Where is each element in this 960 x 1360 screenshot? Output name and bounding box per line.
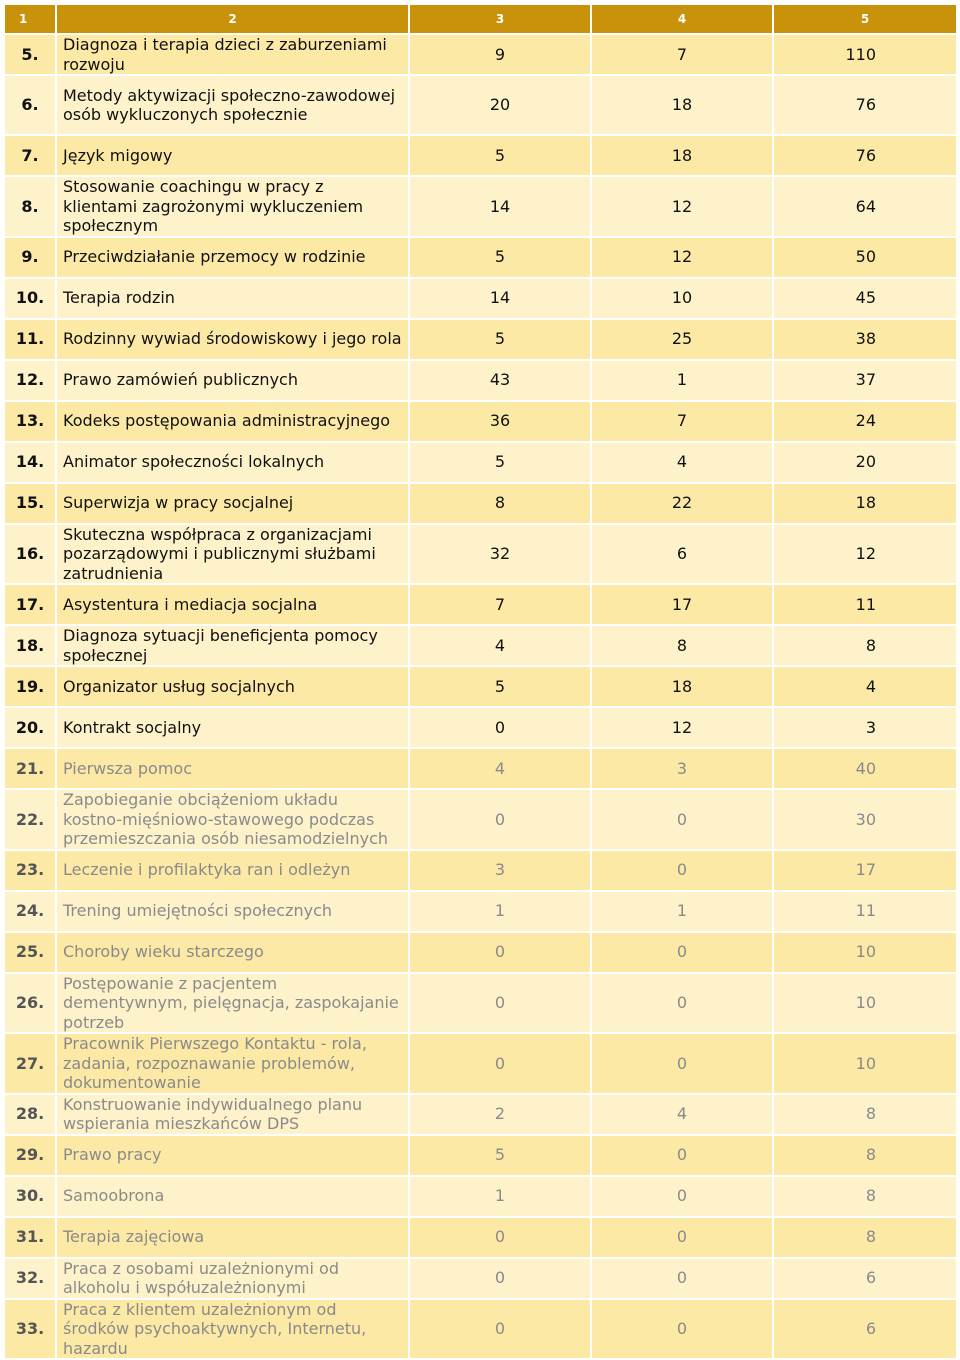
col3-value: 0 (410, 1259, 592, 1300)
row-number: 15. (5, 484, 57, 525)
table-row (5, 402, 956, 443)
row-number: 20. (5, 708, 57, 749)
row-number: 6. (5, 76, 57, 136)
table-row (5, 933, 956, 974)
col3-value: 0 (410, 1218, 592, 1259)
table-row (5, 76, 956, 136)
col3-value: 5 (410, 320, 592, 361)
col3-value: 0 (410, 708, 592, 749)
row-title: Konstruowanie indywidualnego planu wspierania mieszkańców DPS (57, 1095, 410, 1136)
row-title: Skuteczna współpraca z organizacjami pozarządowymi i publicznymi służbami zatrudnienia (57, 525, 410, 586)
col4-value: 8 (592, 626, 774, 667)
col3-value: 5 (410, 136, 592, 177)
row-number: 11. (5, 320, 57, 361)
row-title: Diagnoza i terapia dzieci z zaburzeniami rozwoju (57, 35, 410, 76)
table-row (5, 1177, 956, 1218)
table-row (5, 749, 956, 790)
row-number: 21. (5, 749, 57, 790)
table-row (5, 361, 956, 402)
col4-value: 0 (592, 1136, 774, 1177)
row-number: 16. (5, 525, 57, 586)
row-title: Język migowy (57, 136, 410, 177)
col3-value: 14 (410, 177, 592, 238)
row-title: Przeciwdziałanie przemocy w rodzinie (57, 238, 410, 279)
col4-value: 22 (592, 484, 774, 525)
table-row (5, 892, 956, 933)
row-number: 29. (5, 1136, 57, 1177)
row-number: 13. (5, 402, 57, 443)
row-title: Pierwsza pomoc (57, 749, 410, 790)
col5-value: 3 (774, 708, 956, 749)
row-title: Postępowanie z pacjentem dementywnym, pielęgnacja, zaspokajanie potrzeb (57, 974, 410, 1035)
col3-value: 9 (410, 35, 592, 76)
col5-value: 6 (774, 1300, 956, 1360)
row-number: 18. (5, 626, 57, 667)
col3-value: 43 (410, 361, 592, 402)
col4-value: 17 (592, 585, 774, 626)
col5-value: 40 (774, 749, 956, 790)
row-title: Zapobieganie obciążeniom układu kostno-mięśniowo-stawowego podczas przemieszczania osób niesamodzielnych (57, 790, 410, 851)
col5-value: 8 (774, 626, 956, 667)
col5-value: 17 (774, 851, 956, 892)
row-title: Kodeks postępowania administracyjnego (57, 402, 410, 443)
row-title: Rodzinny wywiad środowiskowy i jego rola (57, 320, 410, 361)
table-row (5, 1218, 956, 1259)
table-body (5, 35, 956, 1360)
row-number: 32. (5, 1259, 57, 1300)
row-title: Prawo pracy (57, 1136, 410, 1177)
col4-value: 0 (592, 1259, 774, 1300)
col5-value: 45 (774, 279, 956, 320)
row-title: Choroby wieku starczego (57, 933, 410, 974)
row-number: 24. (5, 892, 57, 933)
col5-value: 12 (774, 525, 956, 586)
table-row (5, 1034, 956, 1095)
table-row (5, 35, 956, 76)
col4-value: 0 (592, 790, 774, 851)
col5-value: 64 (774, 177, 956, 238)
col4-value: 0 (592, 933, 774, 974)
table-row (5, 667, 956, 708)
col4-value: 1 (592, 892, 774, 933)
row-number: 27. (5, 1034, 57, 1095)
col3-value: 0 (410, 1300, 592, 1360)
row-number: 19. (5, 667, 57, 708)
table-row (5, 1136, 956, 1177)
col4-value: 1 (592, 361, 774, 402)
col4-value: 7 (592, 35, 774, 76)
col5-value: 38 (774, 320, 956, 361)
row-number: 17. (5, 585, 57, 626)
col4-value: 12 (592, 238, 774, 279)
col4-value: 25 (592, 320, 774, 361)
row-title: Metody aktywizacji społeczno-zawodowej osób wykluczonych społecznie (57, 76, 410, 136)
col3-value: 3 (410, 851, 592, 892)
row-number: 10. (5, 279, 57, 320)
col5-value: 8 (774, 1218, 956, 1259)
col5-value: 6 (774, 1259, 956, 1300)
row-title: Organizator usług socjalnych (57, 667, 410, 708)
table-row (5, 1259, 956, 1300)
training-table (5, 5, 956, 1360)
table-row (5, 484, 956, 525)
row-title: Praca z osobami uzależnionymi od alkoholu i współuzależnionymi (57, 1259, 410, 1300)
row-title: Superwizja w pracy socjalnej (57, 484, 410, 525)
table-row (5, 851, 956, 892)
row-number: 14. (5, 443, 57, 484)
col3-value: 32 (410, 525, 592, 586)
table-row (5, 177, 956, 238)
col5-value: 10 (774, 974, 956, 1035)
row-number: 28. (5, 1095, 57, 1136)
col5-value: 30 (774, 790, 956, 851)
col4-value: 0 (592, 851, 774, 892)
table-row (5, 320, 956, 361)
col4-value: 12 (592, 708, 774, 749)
col4-value: 6 (592, 525, 774, 586)
col3-value: 14 (410, 279, 592, 320)
col3-value: 0 (410, 1034, 592, 1095)
col4-value: 18 (592, 136, 774, 177)
header-row (5, 5, 956, 35)
col3-value: 36 (410, 402, 592, 443)
col4-value: 12 (592, 177, 774, 238)
table-row (5, 585, 956, 626)
row-number: 7. (5, 136, 57, 177)
row-number: 23. (5, 851, 57, 892)
col4-value: 18 (592, 667, 774, 708)
col3-value: 0 (410, 933, 592, 974)
col4-value: 4 (592, 1095, 774, 1136)
table-row (5, 136, 956, 177)
row-title: Animator społeczności lokalnych (57, 443, 410, 484)
col4-value: 10 (592, 279, 774, 320)
table-row (5, 1095, 956, 1136)
row-title: Asystentura i mediacja socjalna (57, 585, 410, 626)
row-title: Diagnoza sytuacji beneficjenta pomocy społecznej (57, 626, 410, 667)
table-row (5, 279, 956, 320)
row-title: Kontrakt socjalny (57, 708, 410, 749)
col5-value: 76 (774, 136, 956, 177)
col3-value: 1 (410, 1177, 592, 1218)
col3-value: 5 (410, 238, 592, 279)
col4-value: 0 (592, 974, 774, 1035)
row-number: 22. (5, 790, 57, 851)
col4-value: 0 (592, 1177, 774, 1218)
row-number: 9. (5, 238, 57, 279)
column-header: 4 (592, 5, 774, 35)
col3-value: 0 (410, 974, 592, 1035)
col4-value: 18 (592, 76, 774, 136)
col5-value: 37 (774, 361, 956, 402)
row-title: Trening umiejętności społecznych (57, 892, 410, 933)
table-row (5, 525, 956, 586)
row-number: 31. (5, 1218, 57, 1259)
row-title: Prawo zamówień publicznych (57, 361, 410, 402)
col4-value: 7 (592, 402, 774, 443)
row-title: Praca z klientem uzależnionym od środków psychoaktywnych, Internetu, hazardu (57, 1300, 410, 1360)
table-row (5, 708, 956, 749)
col3-value: 20 (410, 76, 592, 136)
row-title: Stosowanie coachingu w pracy z klientami zagrożonymi wykluczeniem społecznym (57, 177, 410, 238)
col4-value: 4 (592, 443, 774, 484)
row-title: Leczenie i profilaktyka ran i odleżyn (57, 851, 410, 892)
col3-value: 8 (410, 484, 592, 525)
col5-value: 11 (774, 585, 956, 626)
col3-value: 1 (410, 892, 592, 933)
table-row (5, 443, 956, 484)
col3-value: 2 (410, 1095, 592, 1136)
table-row (5, 974, 956, 1035)
row-title: Terapia zajęciowa (57, 1218, 410, 1259)
col5-value: 10 (774, 1034, 956, 1095)
table-row (5, 238, 956, 279)
row-number: 30. (5, 1177, 57, 1218)
column-header: 1 (5, 5, 57, 35)
col3-value: 5 (410, 1136, 592, 1177)
table-row (5, 790, 956, 851)
col5-value: 76 (774, 76, 956, 136)
table-row (5, 626, 956, 667)
row-number: 12. (5, 361, 57, 402)
row-number: 25. (5, 933, 57, 974)
col3-value: 7 (410, 585, 592, 626)
row-title: Pracownik Pierwszego Kontaktu - rola, zadania, rozpoznawanie problemów, dokumentowanie (57, 1034, 410, 1095)
col5-value: 8 (774, 1177, 956, 1218)
col5-value: 110 (774, 35, 956, 76)
col3-value: 5 (410, 443, 592, 484)
column-header: 3 (410, 5, 592, 35)
col5-value: 8 (774, 1136, 956, 1177)
col5-value: 50 (774, 238, 956, 279)
col3-value: 4 (410, 749, 592, 790)
col4-value: 0 (592, 1300, 774, 1360)
row-number: 33. (5, 1300, 57, 1360)
row-title: Terapia rodzin (57, 279, 410, 320)
column-header: 5 (774, 5, 956, 35)
col5-value: 20 (774, 443, 956, 484)
col5-value: 18 (774, 484, 956, 525)
col5-value: 11 (774, 892, 956, 933)
col5-value: 24 (774, 402, 956, 443)
col4-value: 3 (592, 749, 774, 790)
col3-value: 5 (410, 667, 592, 708)
col3-value: 4 (410, 626, 592, 667)
column-header: 2 (57, 5, 410, 35)
col5-value: 8 (774, 1095, 956, 1136)
row-number: 5. (5, 35, 57, 76)
col4-value: 0 (592, 1034, 774, 1095)
col5-value: 4 (774, 667, 956, 708)
row-title: Samoobrona (57, 1177, 410, 1218)
col4-value: 0 (592, 1218, 774, 1259)
col5-value: 10 (774, 933, 956, 974)
row-number: 8. (5, 177, 57, 238)
col3-value: 0 (410, 790, 592, 851)
row-number: 26. (5, 974, 57, 1035)
